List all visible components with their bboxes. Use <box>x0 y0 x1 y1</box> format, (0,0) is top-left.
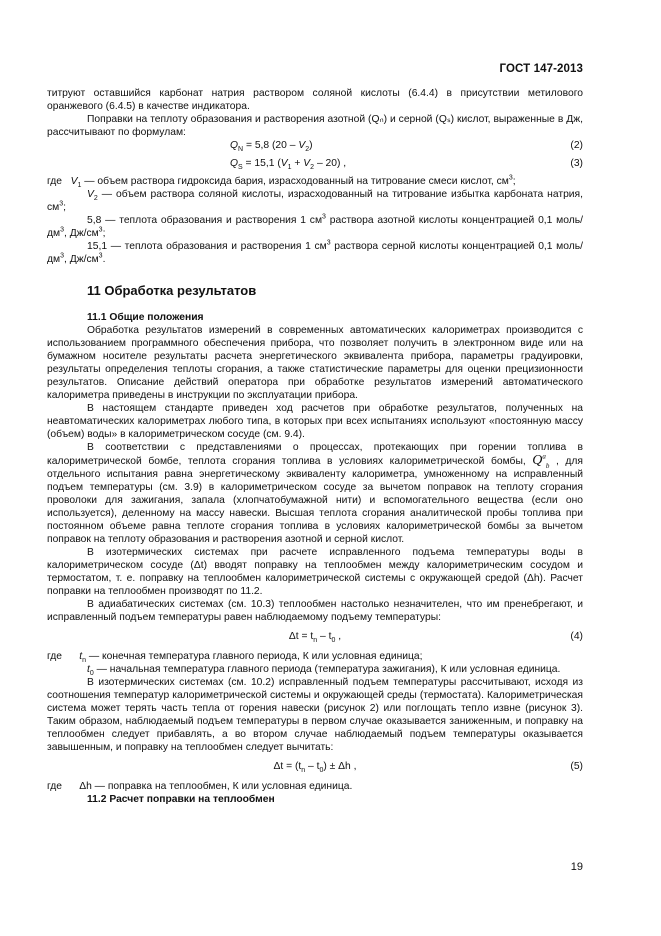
formula-2: $Q_N = 5,8$ $(20 - V_2)$ (2) <box>230 140 583 154</box>
definition-v1: где $V_1$ — объем раствора гидроксида бария, израсходованный на титрование смеси кислот, $см^3$; <box>47 174 516 190</box>
page-number: 19 <box>570 861 583 873</box>
document-header: ГОСТ 147-2013 <box>499 63 583 75</box>
formula-3-number: (3) <box>570 158 583 169</box>
subsection-11-2-title: 11.2 Расчет поправки на теплообмен <box>87 794 275 805</box>
page-body <box>47 87 583 806</box>
section-11-paragraph-5: В адиабатических системах (см. 10.3) теплообмен настолько незначителен, что им пренебрегают, и исправленный подъем температуры равен наблюдаемому подъему температуры: <box>47 599 583 623</box>
intro-paragraph-2: Поправки на теплоту образования и растворения азотной (Qₙ) и серной (Qₛ) кислот, выраженные в Дж, рассчитывают по формулам: <box>47 114 583 138</box>
section-11-paragraph-3: В соответствии с представлениями о процессах, протекающих при горении топлива в калориметрической бомбе, теплота сгорания топлива в условиях калориметрической бомбы, $Q^a_b$ , для отдельного испытания равна энергетическому эквиваленту калориметра, умноженному на исправленный подъем температуры (см. 3.9) в калориметрическом сосуде за вычетом поправок на теплоту сгорания проволоки для зажигания, запала (хлопчатобумажной нити) и вспомогательного вещества (если оно используется), деленному на массу навески. Высшая теплота сгорания аналитической пробы топлива при постоянном объеме равна теплоте сгорания топлива в условиях калориметрической бомбы за вычетом поправок на теплоту образования и растворения азотной и серной кислот. <box>47 442 583 545</box>
definition-dh: где Δh — поправка на теплообмен, К или условная единица. <box>47 781 353 792</box>
section-11-paragraph-6: В изотермических системах (см. 10.2) исправленный подъем температуры рассчитывают, исходя из соотношения температур калориметрической системы и окружающей среды (термостата). Калориметрическая система может терять часть тепла от горения навески (рисунок 2) или поглощать тепло извне (рисунок 3). Таким образом, наблюдаемый подъем температуры в первом случае оказывается заниженным, и поправку на теплообмен следует прибавлять, а во втором случае наблюдаемый подъем температуры оказывается завышенным, и поправку на теплообмен следует вычитать: <box>47 677 583 753</box>
intro-paragraph-1: титруют оставшийся карбонат натрия раствором соляной кислоты (6.4.4) в присутствии метилового оранжевого (6.4.5) в качестве индикатора. <box>47 88 583 112</box>
definition-tn: где $t_n$ — конечная температура главного периода, К или условная единица; <box>47 651 423 665</box>
formula-4-number: (4) <box>570 631 583 642</box>
formula-2-number: (2) <box>570 140 583 151</box>
definition-15-1: 15,1 — теплота образования и растворения 1 $см^3$ раствора серной кислоты концентрацией 0,1 моль/$дм^3$, $Дж/см^3$. <box>47 239 583 265</box>
definition-5-8: 5,8 — теплота образования и растворения 1 $см^3$ раствора азотной кислоты концентрацией 0,1 моль/$дм^3$, $Дж/см^3$; <box>47 213 583 239</box>
definition-v2: $V_2$ — объем раствора соляной кислоты, израсходованный на титрование избытка карбоната натрия, $см^3$; <box>47 189 583 213</box>
section-11-paragraph-4: В изотермических системах при расчете исправленного подъема температуры воды в калориметрическом сосуде (Δt) вводят поправку на теплообмен между калориметрическим сосудом и термостатом, т. е. поправку на теплообмен калориметрической системы с окружающей средой (Δh). Расчет поправки на теплообмен производят по 11.2. <box>47 547 583 597</box>
section-11-paragraph-2: В настоящем стандарте приведен ход расчетов при обработке результатов, полученных на неавтоматических калориметрах любого типа, в которых при всех испытаниях используют «постоянную массу (объем) воды» в калориметрическом сосуде (см. 9.4). <box>47 403 583 440</box>
formula-5: $\Delta t = (t_n - t_0) \pm \Delta h$ , (5) <box>273 761 583 775</box>
heat-symbol: $Q^a_b$ <box>532 452 550 470</box>
formula-5-number: (5) <box>570 761 583 772</box>
section-11-paragraph-1: Обработка результатов измерений в современных автоматических калориметрах производится с использованием программного обеспечения прибора, что позволяет получить в электронном виде или на бумажном носителе результаты расчета энергетического эквивалента прибора, параметры градуировки, результаты определения теплоты сгорания, а также статистические параметры для оценки прецизионности результатов. Описание действий оператора при обработке результатов измерений автоматического калориметра приведены в инструкции по эксплуатации прибора. <box>47 325 583 401</box>
formula-3: $Q_S = 15,1$ $(V_1 + V_2 - 20)$ , (3) <box>230 158 583 172</box>
subsection-11-1-title: 11.1 Общие положения <box>87 312 204 323</box>
section-11-title: 11 Обработка результатов <box>87 283 257 298</box>
formula-4: $\Delta t = t_n - t_0$ , (4) <box>288 631 583 645</box>
definition-t0: $t_0$ — начальная температура главного периода (температура зажигания), К или условная единица. <box>87 664 561 678</box>
